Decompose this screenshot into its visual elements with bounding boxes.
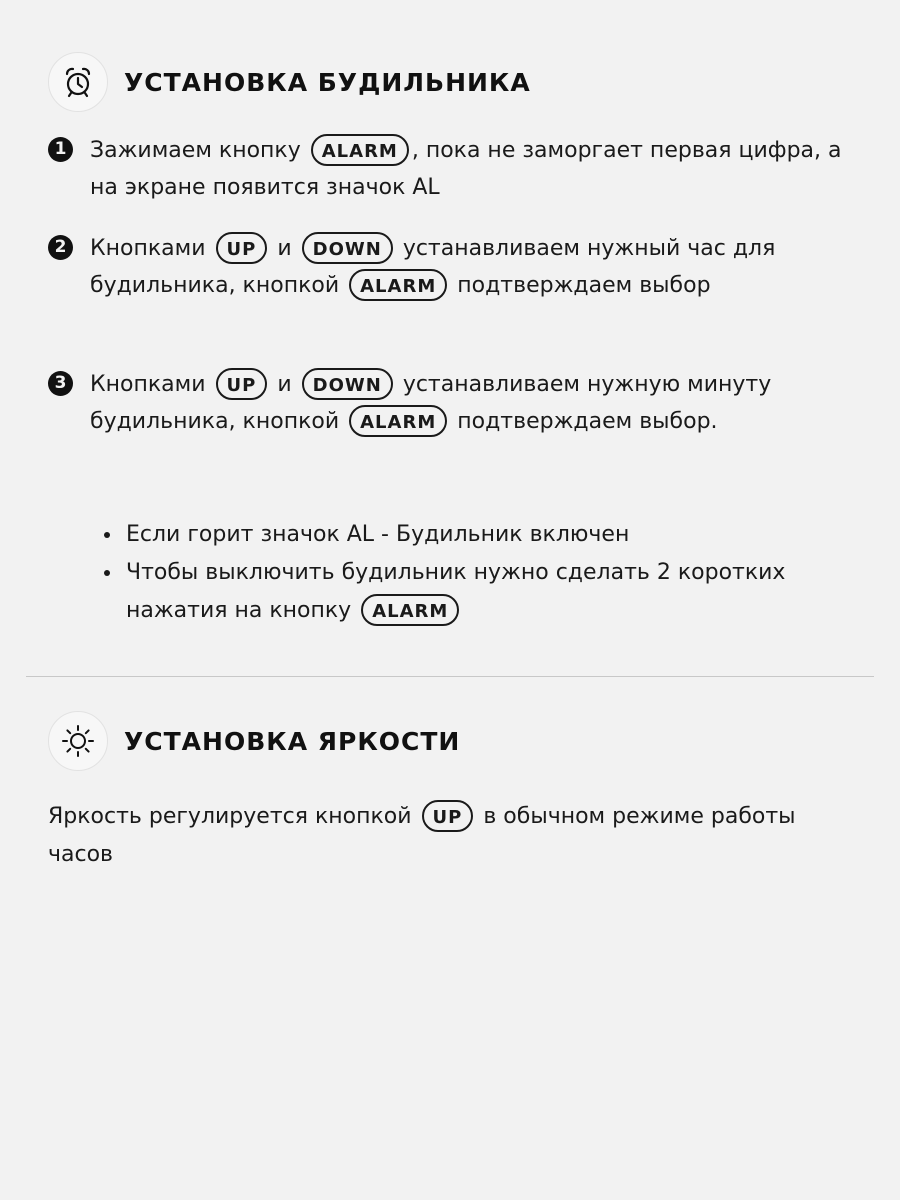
up-button-label: UP: [422, 800, 474, 832]
sun-icon: [60, 723, 96, 759]
step-2-text-after: подтверждаем выбор: [457, 273, 711, 298]
alarm-note-2: [100, 554, 860, 630]
alarm-section-title: УСТАНОВКА БУДИЛЬНИКА: [124, 67, 531, 97]
alarm-button-label: ALARM: [349, 405, 447, 437]
step-3-text-and: и: [277, 372, 292, 397]
alarm-clock-icon: [61, 65, 95, 99]
step-3-text-after: подтверждаем выбор.: [457, 409, 718, 434]
step-number-3: 3: [48, 371, 73, 396]
step-2-text-middle: устанавливаем нужный час для будильника, кнопкой: [90, 236, 776, 298]
down-button-label: DOWN: [302, 368, 393, 400]
brightness-text-after: в обычном режиме работы часов: [48, 804, 796, 867]
up-button-label: UP: [216, 232, 268, 264]
step-1-text-after: , пока не заморгает первая цифра, а на экране появится значок AL: [90, 138, 842, 200]
alarm-button-label: ALARM: [361, 594, 459, 626]
down-button-label: DOWN: [302, 232, 393, 264]
alarm-note-2-text: Чтобы выключить будильник нужно сделать 2 коротких нажатия на кнопку: [126, 560, 786, 623]
step-3-text-middle: устанавливаем нужную минуту будильника, кнопкой: [90, 372, 772, 434]
bullet-dot: [104, 532, 110, 538]
section-divider: [26, 676, 874, 677]
step-number-1: 1: [48, 137, 73, 162]
brightness-description: [48, 798, 838, 874]
alarm-button-label: ALARM: [349, 269, 447, 301]
alarm-step-3: [48, 366, 848, 440]
bullet-dot: [104, 570, 110, 576]
brightness-icon-circle: [48, 711, 108, 771]
step-1-text-before: Зажимаем кнопку: [90, 138, 301, 163]
alarm-note-1-text: Если горит значок AL - Будильник включен: [126, 522, 630, 547]
step-number-2: 2: [48, 235, 73, 260]
brightness-text-before: Яркость регулируется кнопкой: [48, 804, 412, 829]
step-2-text: [90, 230, 848, 304]
up-button-label: UP: [216, 368, 268, 400]
alarm-step-1: [48, 132, 848, 206]
step-1-text: [90, 132, 848, 206]
step-3-text: [90, 366, 848, 440]
brightness-section-header: [48, 711, 460, 771]
alarm-button-label: ALARM: [311, 134, 409, 166]
alarm-notes-list: [100, 516, 860, 630]
alarm-section-header: [48, 52, 531, 112]
brightness-section-title: УСТАНОВКА ЯРКОСТИ: [124, 726, 461, 756]
alarm-icon-circle: [48, 52, 108, 112]
step-3-text-before: Кнопками: [90, 372, 206, 397]
step-2-text-before: Кнопками: [90, 236, 206, 261]
step-2-text-and: и: [277, 236, 292, 261]
alarm-step-2: [48, 230, 848, 304]
alarm-note-1: [100, 516, 860, 554]
